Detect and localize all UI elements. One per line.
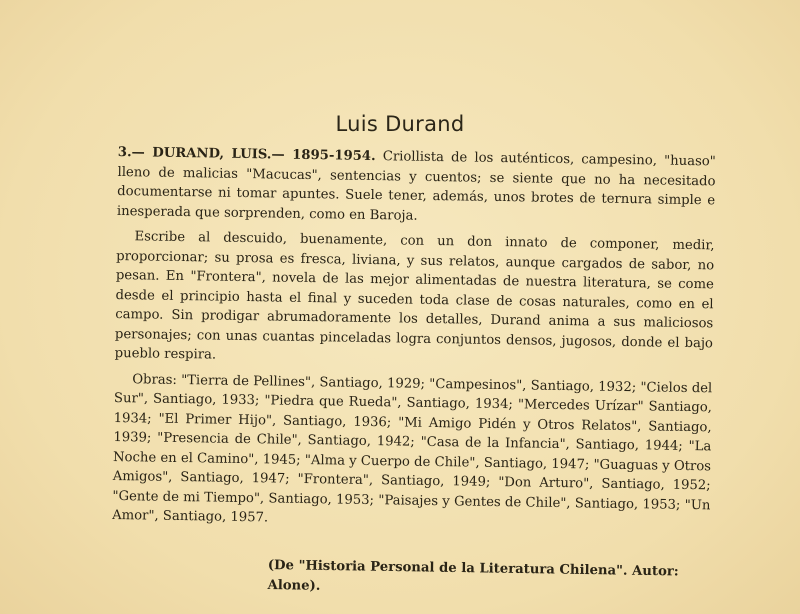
entry-paragraph-1 bbox=[117, 143, 716, 230]
entry-paragraph-2: Escribe al descuido, buenamente, con un don innato de componer, medir, proporcionar; su prosa es fresca, liviana, y sus relatos, aunque cargados de sabor, no pesan. En "Frontera", novela de las mejor alimentadas de nuestra literatura, se come desde el principio hasta el final y suceden toda clase de cosas naturales, como en el campo. Sin prodigar abrumadoramente los detalles, Durand anima a sus maliciosos personajes; con unas cuantas pinceladas logra conjuntos densos, jugosos, donde el bajo pueblo respira. bbox=[114, 229, 715, 363]
source-citation: (De "Historia Personal de la Literatura Chilena". Autor: Alone). bbox=[267, 557, 679, 594]
page-title: Luis Durand bbox=[335, 112, 465, 136]
entry-works-list: Obras: "Tierra de Pellines", Santiago, 1929; "Campesinos", Santiago, 1932; "Cielos del Sur", Santiago, 1933; "Piedra que Rueda", Santiago, 1934; "Mercedes Urízar" Santiago, 1934; "El Primer Hijo", Santiago, 1936; "Mi Amigo Pidén y Otros Relatos", Santiago, 1939; "Presencia de Chile", Santiago, 1942; "Casa de la Infancia", Santiago, 1944; "La Noche en el Camino", 1945; "Alma y Cuerpo de Chile", Santiago, 1947; "Guaguas y Otros Amigos", Santiago, 1947; "Frontera", Santiago, 1949; "Don Arturo", Santiago, 1952; "Gente de mi Tiempo", Santiago, 1953; "Paisajes y Gentes de Chile", Santiago, 1953; "Un Amor", Santiago, 1957. bbox=[112, 371, 713, 526]
entry-body bbox=[112, 143, 716, 541]
entry-text-1: Criollista de los auténticos, campesino, "huaso" lleno de malicias "Macucas", sentencias y cuentos; se siente que no ha necesitado documentarse ni tomar apuntes. Suele tener, además, unos brotes de ternura simple e inesperada que sorprenden, como en Baroja. bbox=[116, 149, 716, 224]
entry-lead: 3.— DURAND, LUIS.— 1895-1954. bbox=[117, 144, 376, 165]
